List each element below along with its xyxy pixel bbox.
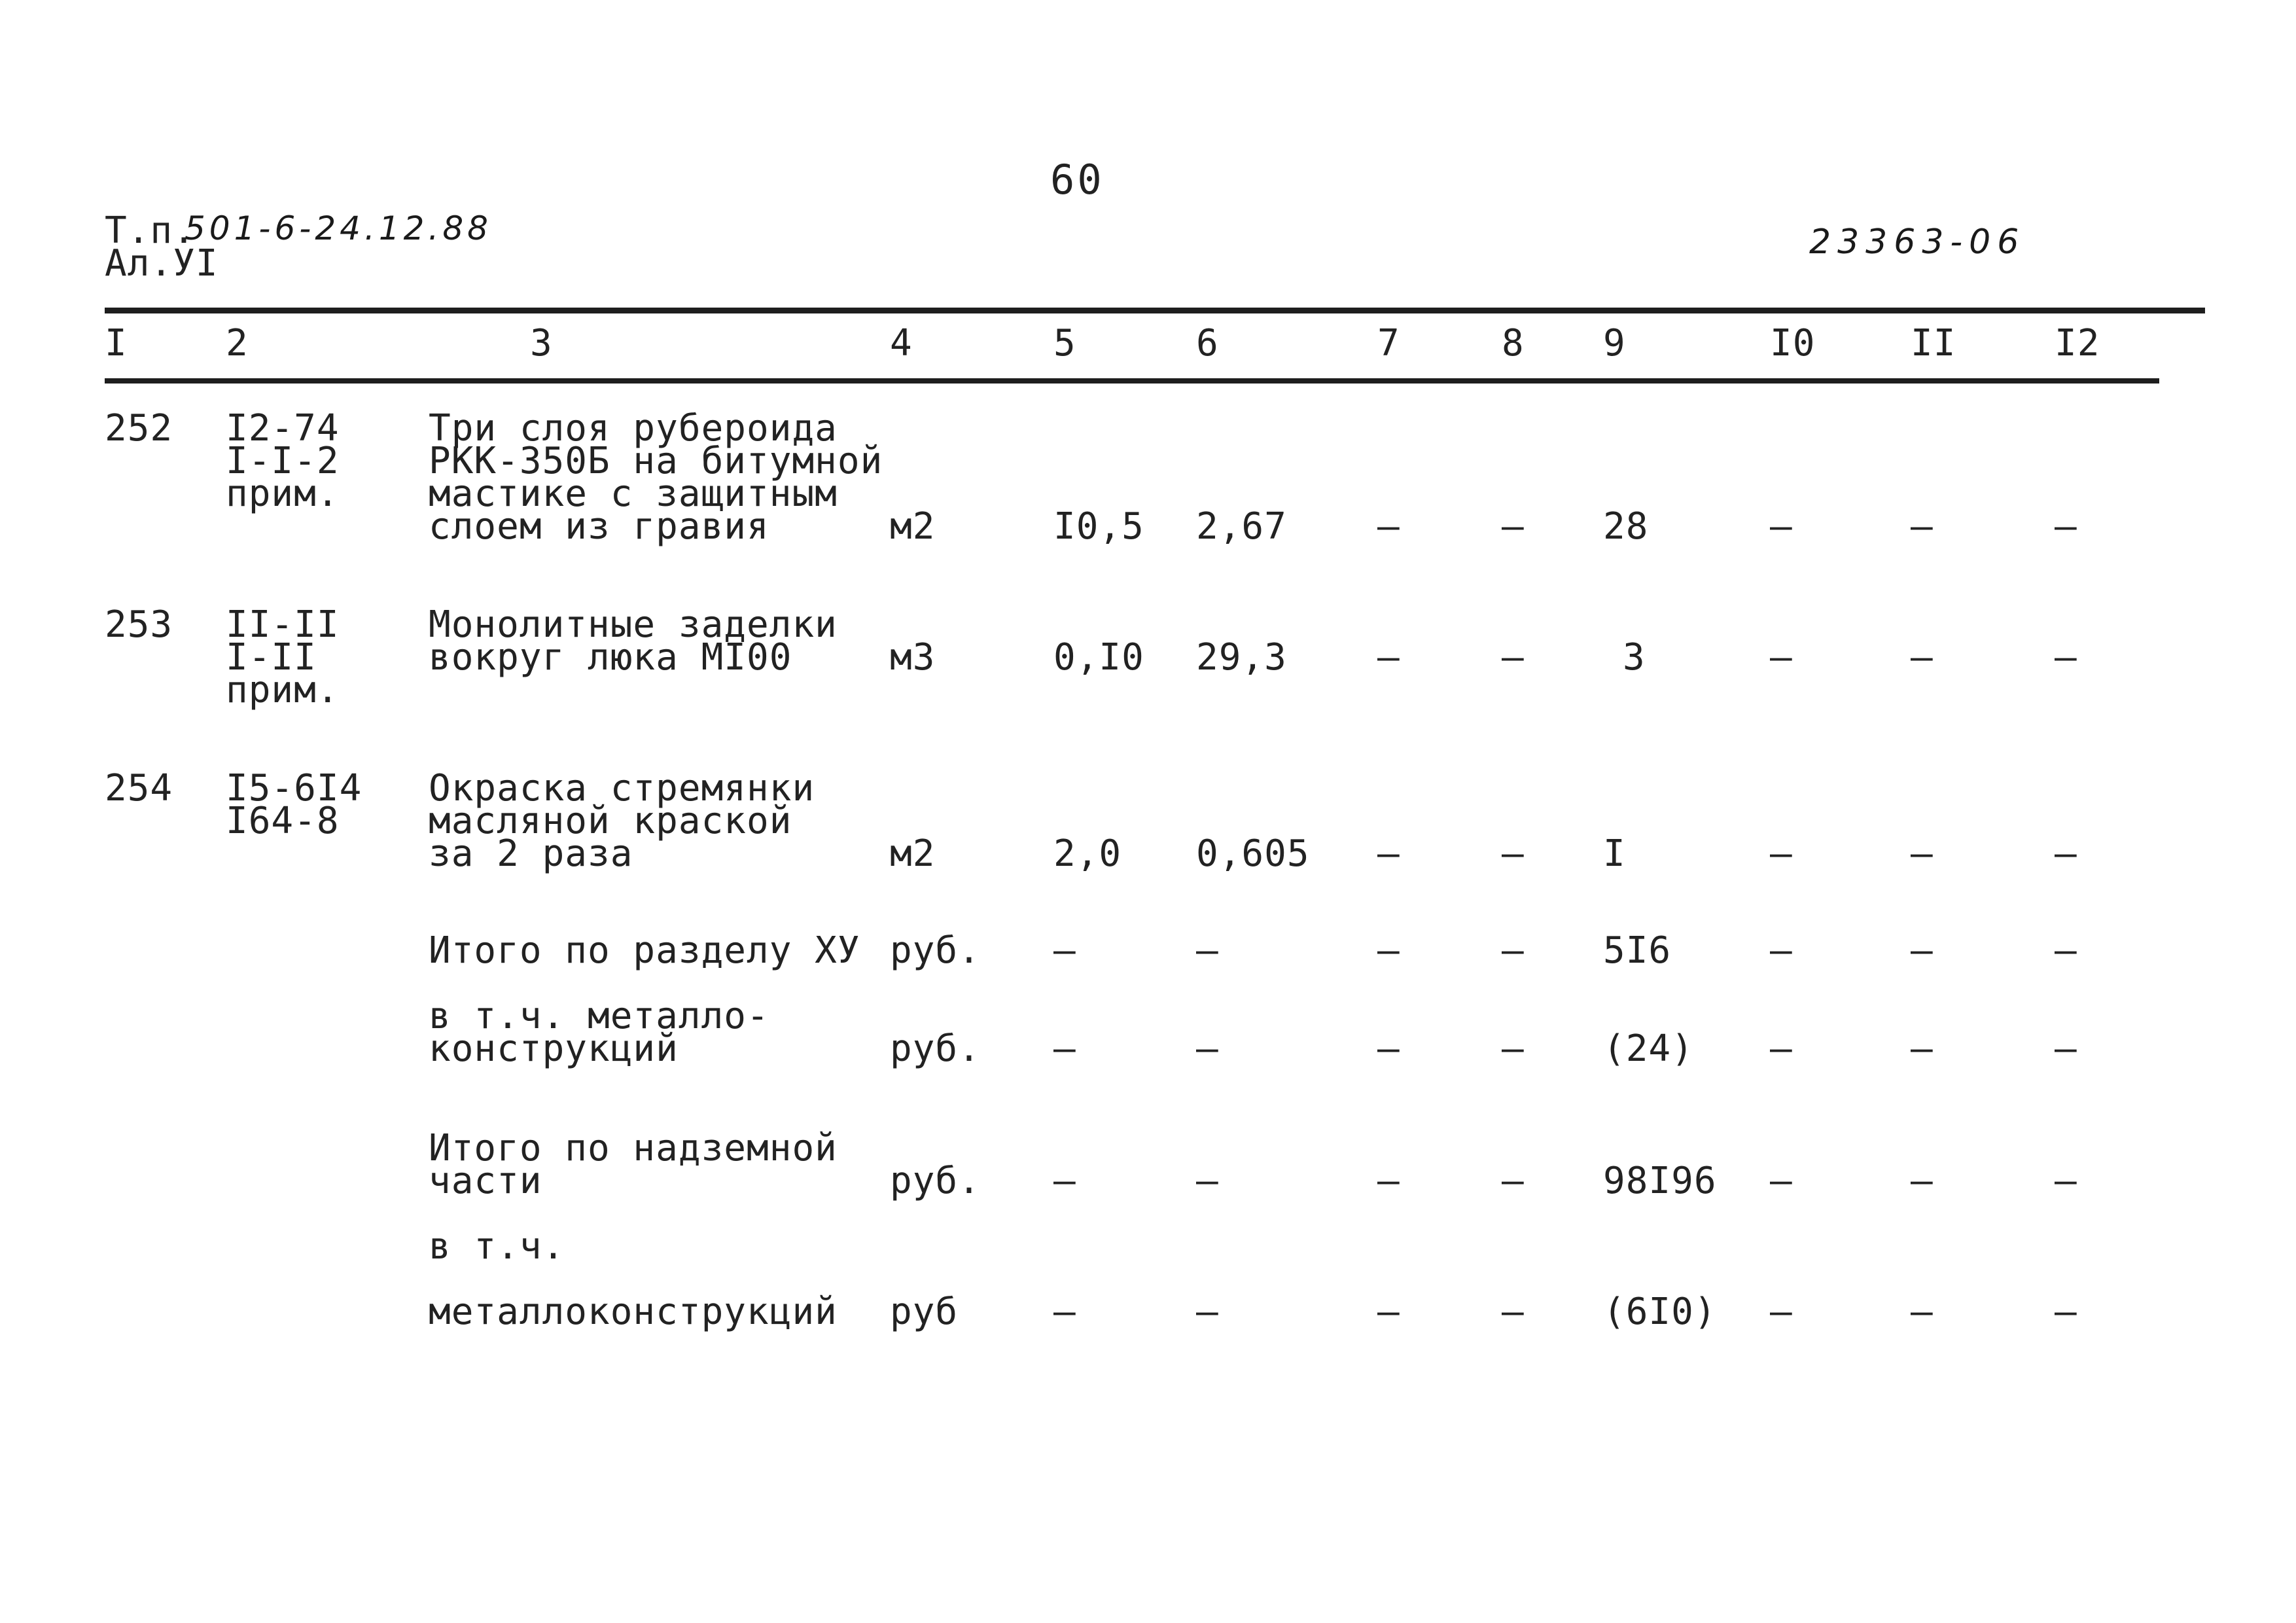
total-label: конструкций [429, 1027, 679, 1070]
album-label: Ал.УI [105, 242, 219, 285]
norm-code-line: I-I-2 [226, 440, 340, 482]
cell-col-7: – [1377, 929, 1400, 972]
total-label: Итого по разделу ХУ [429, 929, 860, 972]
work-description-line: за 2 раза [429, 832, 633, 875]
project-code: 501-6-24.12.88 [185, 209, 492, 247]
cell-col-11: – [1911, 1160, 1934, 1202]
cell-col-11: – [1911, 1291, 1934, 1333]
row-number: 252 [105, 407, 173, 450]
work-description-line: мастике с защитным [429, 473, 838, 515]
work-description-line: слоем из гравия [429, 505, 769, 548]
cell-col-11: – [1911, 1027, 1934, 1070]
cell-col-8: – [1502, 636, 1525, 679]
cell-col-9: I [1603, 832, 1626, 875]
quantity-cell: – [1053, 1291, 1076, 1333]
cell-col-10: – [1770, 1291, 1793, 1333]
cell-col-12: – [2055, 832, 2077, 875]
cell-col-8: – [1502, 1160, 1525, 1202]
work-description-line: Три слоя рубероида [429, 407, 838, 450]
doc-number: 23363-06 [1809, 223, 2026, 262]
total-label: Итого по надземной [429, 1127, 838, 1169]
price-cell: – [1196, 1160, 1219, 1202]
cell-col-7: – [1377, 832, 1400, 875]
quantity-cell: – [1053, 1027, 1076, 1070]
quantity-cell: I0,5 [1053, 505, 1144, 548]
quantity-cell: – [1053, 929, 1076, 972]
unit-cell: м2 [890, 505, 936, 548]
cell-col-8: – [1502, 832, 1525, 875]
work-description-line: масляной краской [429, 800, 792, 842]
cell-col-9: 3 [1623, 636, 1646, 679]
norm-code-line: I64-8 [226, 800, 340, 842]
cell-col-11: – [1911, 636, 1934, 679]
cell-col-10: – [1770, 929, 1793, 972]
total-label: в т.ч. [429, 1225, 565, 1268]
norm-code-line: прим. [226, 473, 340, 515]
cell-col-11: – [1911, 505, 1934, 548]
cell-col-9: 98I96 [1603, 1160, 1717, 1202]
unit-cell: м3 [890, 636, 936, 679]
col-header-10: I0 [1770, 322, 1816, 365]
price-cell: – [1196, 1291, 1219, 1333]
col-header-5: 5 [1053, 322, 1076, 365]
cell-col-9: 5I6 [1603, 929, 1672, 972]
row-number: 254 [105, 767, 173, 810]
quantity-cell: – [1053, 1160, 1076, 1202]
col-header-8: 8 [1502, 322, 1525, 365]
project-prefix: Т.п. [105, 209, 196, 252]
cell-col-8: – [1502, 1027, 1525, 1070]
work-description-line: РКК-350Б на битумной [429, 440, 883, 482]
norm-code-line: I2-74 [226, 407, 340, 450]
col-header-6: 6 [1196, 322, 1219, 365]
norm-code-line: II-II [226, 603, 340, 646]
unit-cell: м2 [890, 832, 936, 875]
cell-col-9: (6I0) [1603, 1291, 1717, 1333]
header-bottom-rule [105, 378, 2159, 383]
unit-cell: руб [890, 1291, 959, 1333]
cell-col-11: – [1911, 832, 1934, 875]
unit-cell: руб. [890, 929, 981, 972]
cell-col-10: – [1770, 505, 1793, 548]
norm-code-line: прим. [226, 669, 340, 711]
col-header-2: 2 [226, 322, 249, 365]
cell-col-8: – [1502, 929, 1525, 972]
price-cell: – [1196, 929, 1219, 972]
cell-col-10: – [1770, 1160, 1793, 1202]
cell-col-9: 28 [1603, 505, 1649, 548]
page-number: 60 [1050, 156, 1104, 204]
cell-col-8: – [1502, 505, 1525, 548]
cell-col-12: – [2055, 505, 2077, 548]
cell-col-10: – [1770, 1027, 1793, 1070]
col-header-9: 9 [1603, 322, 1626, 365]
price-cell: – [1196, 1027, 1219, 1070]
cell-col-10: – [1770, 636, 1793, 679]
cell-col-10: – [1770, 832, 1793, 875]
quantity-cell: 2,0 [1053, 832, 1122, 875]
table-top-rule [105, 308, 2205, 313]
total-label: в т.ч. металло- [429, 995, 769, 1037]
cell-col-12: – [2055, 636, 2077, 679]
cell-col-8: – [1502, 1291, 1525, 1333]
norm-code-line: I5-6I4 [226, 767, 362, 810]
cell-col-7: – [1377, 636, 1400, 679]
total-label: части [429, 1160, 542, 1202]
cell-col-11: – [1911, 929, 1934, 972]
col-header-1: I [105, 322, 128, 365]
col-header-11: II [1911, 322, 1956, 365]
price-cell: 29,3 [1196, 636, 1287, 679]
cell-col-7: – [1377, 1027, 1400, 1070]
cell-col-7: – [1377, 1291, 1400, 1333]
cell-col-9: (24) [1603, 1027, 1694, 1070]
unit-cell: руб. [890, 1160, 981, 1202]
cell-col-12: – [2055, 1291, 2077, 1333]
cell-col-7: – [1377, 505, 1400, 548]
cell-col-12: – [2055, 1027, 2077, 1070]
quantity-cell: 0,I0 [1053, 636, 1144, 679]
price-cell: 2,67 [1196, 505, 1287, 548]
total-label: металлоконструкций [429, 1291, 838, 1333]
work-description-line: Монолитные заделки [429, 603, 838, 646]
col-header-12: I2 [2055, 322, 2100, 365]
row-number: 253 [105, 603, 173, 646]
price-cell: 0,605 [1196, 832, 1310, 875]
col-header-4: 4 [890, 322, 913, 365]
unit-cell: руб. [890, 1027, 981, 1070]
work-description-line: Окраска стремянки [429, 767, 815, 810]
cell-col-7: – [1377, 1160, 1400, 1202]
norm-code-line: I-II [226, 636, 317, 679]
cell-col-12: – [2055, 929, 2077, 972]
col-header-7: 7 [1377, 322, 1400, 365]
col-header-3: 3 [530, 322, 553, 365]
work-description-line: вокруг люка МI00 [429, 636, 792, 679]
cell-col-12: – [2055, 1160, 2077, 1202]
